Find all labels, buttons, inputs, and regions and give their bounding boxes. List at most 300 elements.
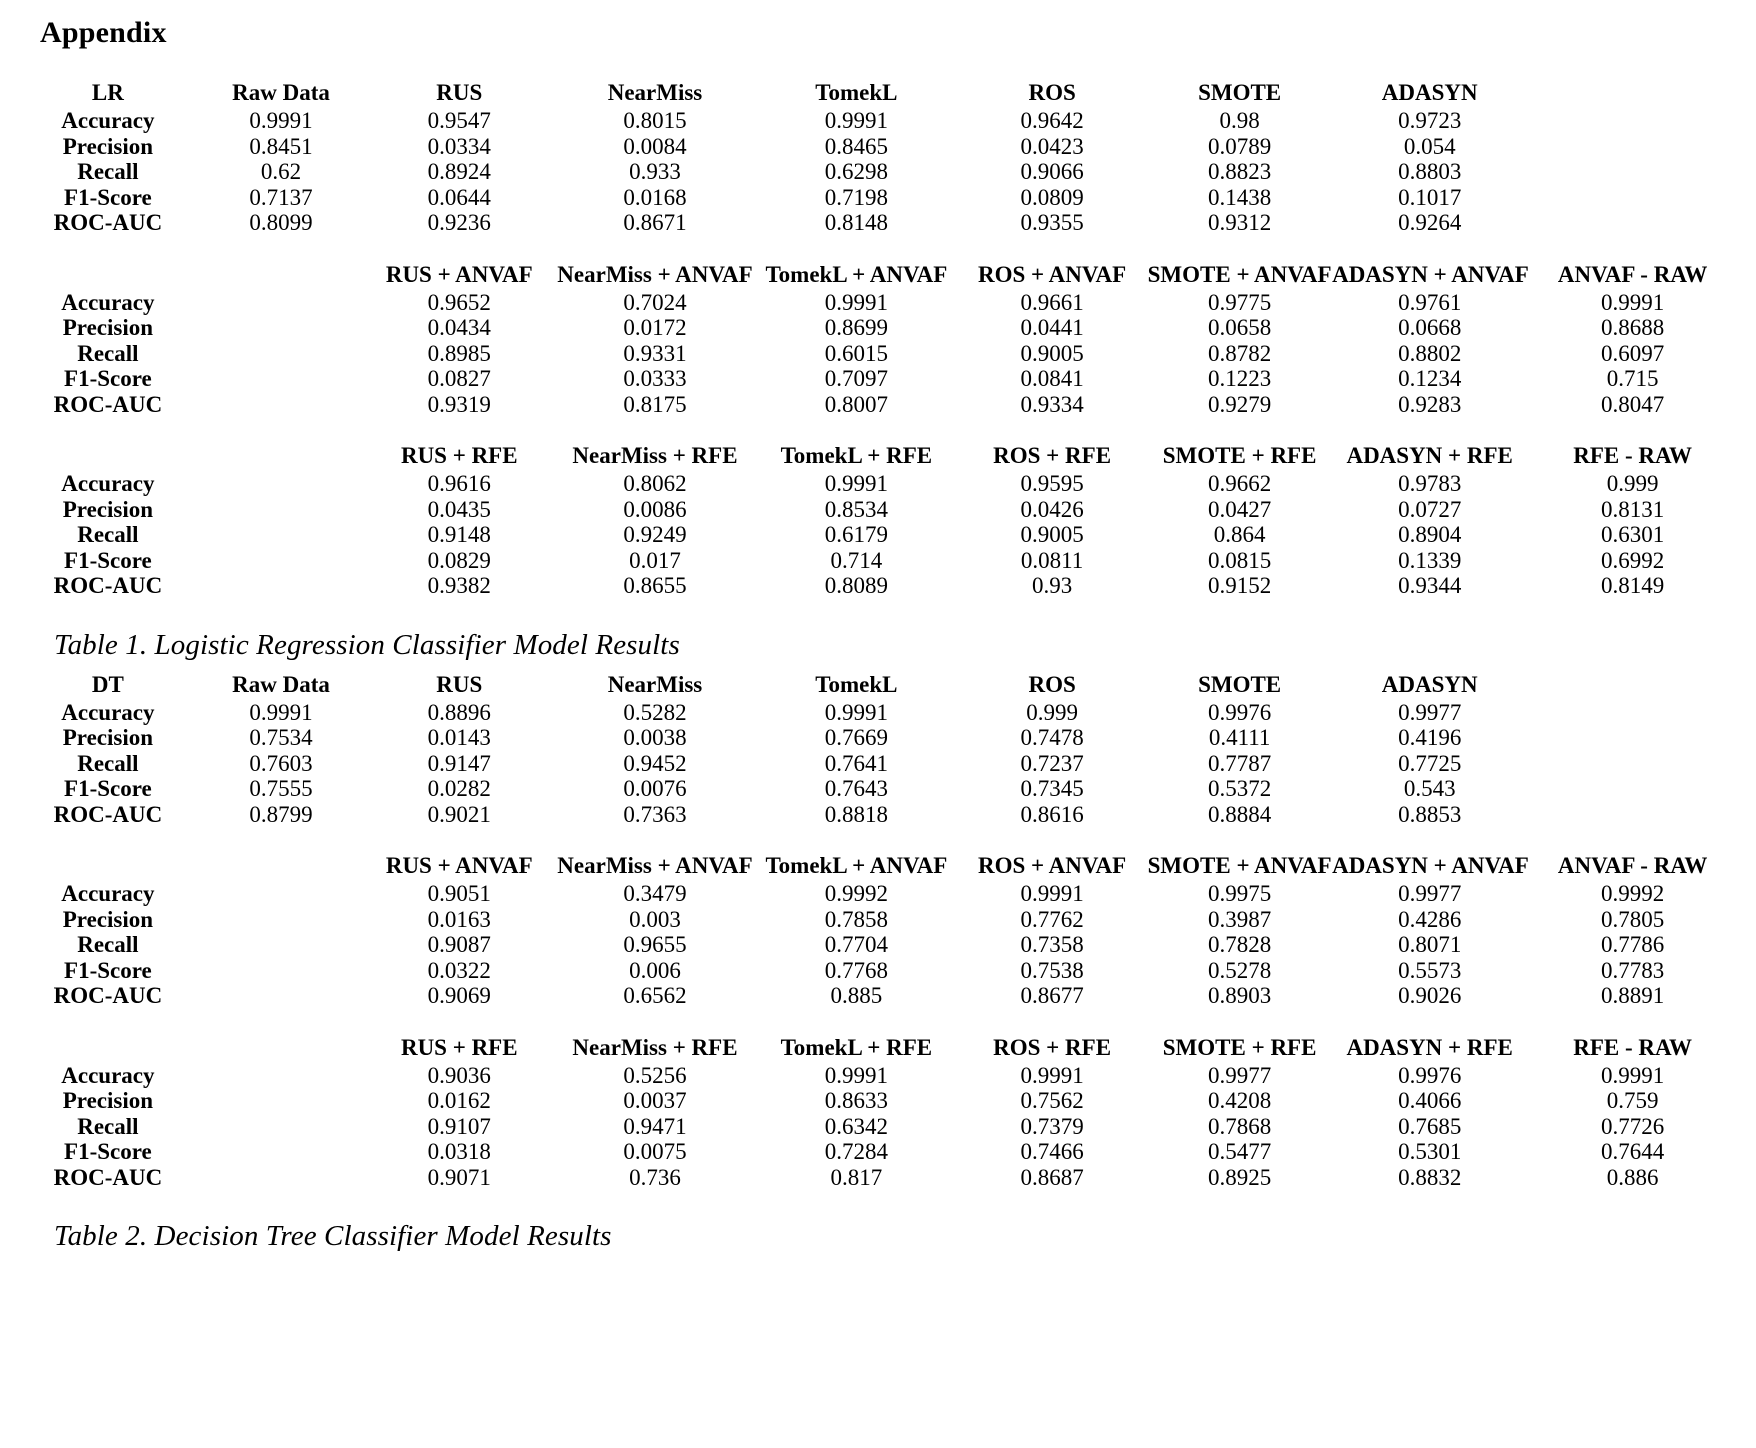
column-header-empty xyxy=(1527,80,1738,108)
metric-cell: 0.8903 xyxy=(1207,983,1272,1008)
metric-cell: 0.0333 xyxy=(623,366,687,391)
metric-cell: 0.5282 xyxy=(623,699,687,725)
column-header: TomekL + RFE xyxy=(780,443,933,468)
metric-cell: 0.0163 xyxy=(427,906,491,932)
metric-cell: 0.6562 xyxy=(623,983,687,1008)
column-header: ADASYN + RFE xyxy=(1346,1034,1513,1060)
page-title: Appendix xyxy=(40,16,167,49)
table-2-grid xyxy=(18,672,1738,1191)
metric-cell: 0.7024 xyxy=(623,289,687,315)
metric-cell: 0.8007 xyxy=(824,391,888,417)
metric-cell: 0.9021 xyxy=(427,801,491,827)
metric-cell: 0.9319 xyxy=(427,391,491,417)
metric-cell: 0.9005 xyxy=(1020,340,1084,366)
metric-cell: 0.9661 xyxy=(1020,289,1084,315)
column-header-empty xyxy=(198,853,364,881)
metric-cell: 0.7345 xyxy=(1020,776,1084,801)
metric-cell: 0.9991 xyxy=(1601,289,1665,315)
metric-cell: 0.8699 xyxy=(824,315,888,340)
metric-cell: 0.1223 xyxy=(1207,366,1272,391)
metric-cell: 0.93 xyxy=(1031,573,1073,598)
metric-cell: 0.7868 xyxy=(1207,1113,1272,1139)
metric-cell: 0.9026 xyxy=(1398,983,1462,1008)
table-row xyxy=(18,497,1738,523)
block-spacer xyxy=(18,417,1738,443)
metric-cell: 0.6298 xyxy=(824,159,888,184)
column-header-empty xyxy=(198,443,364,471)
column-header: ADASYN + ANVAF xyxy=(1332,261,1529,287)
metric-cell: 0.5278 xyxy=(1207,957,1272,983)
metric-cell-empty xyxy=(198,983,364,1009)
tables-container xyxy=(18,80,1738,1253)
metric-cell: 0.8015 xyxy=(623,108,687,133)
metric-cell: 0.7478 xyxy=(1020,725,1084,750)
metric-cell-empty xyxy=(198,881,364,907)
metric-cell: 0.5573 xyxy=(1398,957,1462,983)
table-row xyxy=(18,1088,1738,1114)
metric-cell: 0.0168 xyxy=(623,184,687,210)
metric-cell: 0.9147 xyxy=(427,750,491,776)
column-header: RUS + RFE xyxy=(400,1034,518,1060)
metric-cell: 0.8099 xyxy=(249,210,313,235)
table-row xyxy=(18,315,1738,341)
metric-cell: 0.4196 xyxy=(1398,725,1462,750)
metric-label: ROC-AUC xyxy=(53,573,163,598)
metric-label: ROC-AUC xyxy=(53,391,163,417)
appendix-page xyxy=(0,16,1756,1448)
metric-cell: 0.7704 xyxy=(824,932,888,957)
metric-cell: 0.9382 xyxy=(427,573,491,598)
metric-cell: 0.9334 xyxy=(1020,391,1084,417)
metric-label: F1-Score xyxy=(64,957,152,983)
table-corner-label: DT xyxy=(91,671,124,697)
metric-label: Accuracy xyxy=(61,471,155,496)
metric-cell: 0.9071 xyxy=(427,1164,491,1190)
metric-cell-empty xyxy=(198,1165,364,1191)
metric-cell-empty xyxy=(198,907,364,933)
metric-label: Accuracy xyxy=(61,881,155,906)
metric-cell: 0.9991 xyxy=(824,471,888,496)
metric-label: ROC-AUC xyxy=(53,801,163,827)
metric-cell: 0.003 xyxy=(629,906,681,932)
metric-cell-empty xyxy=(198,290,364,316)
metric-cell: 0.054 xyxy=(1403,133,1456,159)
metric-label: Precision xyxy=(62,906,154,932)
metric-cell: 0.864 xyxy=(1213,522,1266,547)
metric-cell-empty xyxy=(198,366,364,392)
metric-cell-empty xyxy=(1527,134,1738,160)
metric-label: Accuracy xyxy=(61,699,155,725)
metric-cell: 0.0827 xyxy=(427,366,491,391)
table-row xyxy=(18,751,1738,777)
metric-label: Accuracy xyxy=(61,108,155,133)
metric-cell-empty xyxy=(1527,159,1738,185)
column-header: RUS xyxy=(436,80,483,105)
column-header: ROS + RFE xyxy=(993,1034,1112,1060)
metric-cell: 0.4111 xyxy=(1208,725,1271,750)
metric-cell: 0.9723 xyxy=(1398,108,1462,133)
metric-cell: 0.1438 xyxy=(1207,184,1272,210)
metric-cell: 0.9595 xyxy=(1020,471,1084,496)
metric-cell: 0.9775 xyxy=(1207,289,1272,315)
metric-cell: 0.9991 xyxy=(1601,1062,1665,1088)
metric-cell: 0.8896 xyxy=(427,699,491,725)
metric-cell: 0.9991 xyxy=(824,289,888,315)
header-row xyxy=(18,853,1738,881)
metric-cell: 0.98 xyxy=(1219,108,1260,133)
metric-cell: 0.0434 xyxy=(427,315,491,340)
column-header-empty xyxy=(198,262,364,290)
metric-cell: 0.7641 xyxy=(824,750,888,776)
metric-cell: 0.0841 xyxy=(1020,366,1084,391)
metric-cell-empty xyxy=(198,1139,364,1165)
metric-cell: 0.817 xyxy=(830,1164,883,1190)
column-header-empty xyxy=(198,1035,364,1063)
metric-cell: 0.0075 xyxy=(623,1139,687,1164)
metric-cell-empty xyxy=(198,1114,364,1140)
metric-cell-empty xyxy=(198,471,364,497)
column-header: RUS + ANVAF xyxy=(385,261,533,287)
column-header: TomekL xyxy=(815,671,898,697)
metric-cell: 0.9977 xyxy=(1207,1062,1272,1088)
metric-cell: 0.9249 xyxy=(623,522,687,547)
metric-cell: 0.6179 xyxy=(824,522,888,547)
metric-cell: 0.0143 xyxy=(427,725,491,750)
metric-cell: 0.9051 xyxy=(427,881,491,906)
metric-cell: 0.8616 xyxy=(1020,801,1084,827)
table-row xyxy=(18,108,1738,134)
metric-cell: 0.7198 xyxy=(824,184,888,210)
table-row xyxy=(18,907,1738,933)
block-spacer xyxy=(18,236,1738,262)
metric-cell: 0.9471 xyxy=(623,1113,687,1139)
metric-cell: 0.8884 xyxy=(1207,801,1272,827)
metric-cell: 0.8089 xyxy=(824,573,888,598)
table-row xyxy=(18,802,1738,828)
metric-cell: 0.9066 xyxy=(1020,159,1084,184)
metric-cell: 0.7097 xyxy=(824,366,888,391)
metric-cell: 0.8853 xyxy=(1398,801,1462,827)
metric-cell-empty xyxy=(198,315,364,341)
metric-cell: 0.7363 xyxy=(623,801,687,827)
metric-cell: 0.6301 xyxy=(1601,522,1665,547)
metric-cell: 0.714 xyxy=(830,547,883,573)
metric-cell: 0.7783 xyxy=(1601,957,1665,983)
metric-cell: 0.7726 xyxy=(1601,1113,1665,1139)
column-header: ROS xyxy=(1028,80,1076,105)
table-row xyxy=(18,159,1738,185)
metric-cell: 0.3479 xyxy=(623,881,687,906)
metric-cell: 0.885 xyxy=(830,983,883,1008)
metric-cell: 0.7284 xyxy=(824,1139,888,1164)
table-corner-label: LR xyxy=(91,80,124,105)
metric-cell: 0.9355 xyxy=(1020,210,1084,235)
metric-cell: 0.8803 xyxy=(1398,159,1462,184)
table-row xyxy=(18,881,1738,907)
metric-cell-empty xyxy=(1527,108,1738,134)
metric-cell: 0.9148 xyxy=(427,522,491,547)
metric-cell: 0.8175 xyxy=(623,391,687,417)
metric-cell: 0.7644 xyxy=(1601,1139,1665,1164)
metric-cell: 0.8149 xyxy=(1601,573,1665,598)
metric-cell: 0.9069 xyxy=(427,983,491,1008)
metric-cell: 0.0172 xyxy=(623,315,687,340)
metric-cell: 0.0811 xyxy=(1020,547,1084,573)
metric-cell: 0.7768 xyxy=(824,957,888,983)
metric-cell: 0.715 xyxy=(1606,366,1659,391)
metric-cell: 0.1234 xyxy=(1398,366,1462,391)
metric-cell: 0.7466 xyxy=(1020,1139,1084,1164)
column-header: SMOTE + ANVAF xyxy=(1147,261,1332,287)
table-corner-label xyxy=(18,853,198,881)
metric-cell: 0.7538 xyxy=(1020,957,1084,983)
column-header: ADASYN + RFE xyxy=(1346,443,1513,468)
metric-cell: 0.7858 xyxy=(824,906,888,932)
table-corner-label xyxy=(18,262,198,290)
metric-label: F1-Score xyxy=(64,1139,152,1164)
metric-cell: 0.0282 xyxy=(427,776,491,801)
table-row xyxy=(18,1114,1738,1140)
metric-cell-empty xyxy=(198,1063,364,1089)
column-header: SMOTE xyxy=(1198,671,1282,697)
column-header: TomekL + RFE xyxy=(780,1034,933,1060)
metric-cell: 0.5256 xyxy=(623,1062,687,1088)
metric-cell: 0.5301 xyxy=(1398,1139,1462,1164)
metric-cell-empty xyxy=(1527,802,1738,828)
metric-cell: 0.006 xyxy=(629,957,681,983)
column-header: SMOTE + RFE xyxy=(1162,1034,1317,1060)
column-header: ADASYN xyxy=(1381,80,1478,105)
metric-cell: 0.9642 xyxy=(1020,108,1084,133)
metric-cell: 0.933 xyxy=(629,159,681,184)
metric-cell: 0.7786 xyxy=(1601,932,1665,957)
metric-label: Recall xyxy=(77,159,139,184)
metric-cell: 0.9236 xyxy=(427,210,491,235)
spacer-cell xyxy=(18,1009,1738,1035)
table-row xyxy=(18,548,1738,574)
metric-cell: 0.9152 xyxy=(1207,573,1272,598)
metric-cell: 0.5477 xyxy=(1207,1139,1272,1164)
table-row xyxy=(18,366,1738,392)
column-header: NearMiss + RFE xyxy=(572,443,738,468)
metric-label: F1-Score xyxy=(64,547,152,573)
column-header: SMOTE xyxy=(1198,80,1282,105)
metric-cell: 0.8047 xyxy=(1601,391,1665,417)
column-header: RFE - RAW xyxy=(1573,1034,1693,1060)
metric-cell: 0.0426 xyxy=(1020,496,1084,522)
metric-cell: 0.8985 xyxy=(427,340,491,366)
column-header: RFE - RAW xyxy=(1573,443,1693,468)
metric-cell: 0.7669 xyxy=(824,725,888,750)
metric-label: Precision xyxy=(62,496,154,522)
metric-cell: 0.9977 xyxy=(1398,881,1462,906)
metric-cell: 0.0668 xyxy=(1398,315,1462,340)
column-header: Raw Data xyxy=(232,80,330,105)
metric-cell: 0.9991 xyxy=(824,699,888,725)
metric-cell: 0.8688 xyxy=(1601,315,1665,340)
block-spacer xyxy=(18,1009,1738,1035)
metric-cell: 0.7237 xyxy=(1020,750,1084,776)
metric-cell-empty xyxy=(1527,776,1738,802)
metric-cell: 0.9991 xyxy=(824,1062,888,1088)
metric-cell: 0.4286 xyxy=(1398,906,1462,932)
header-row xyxy=(18,262,1738,290)
metric-cell: 0.9992 xyxy=(824,881,888,906)
metric-cell: 0.9655 xyxy=(623,932,687,957)
metric-cell: 0.999 xyxy=(1026,699,1078,725)
metric-cell: 0.0727 xyxy=(1398,496,1462,522)
metric-cell: 0.0441 xyxy=(1020,315,1084,340)
column-header: ANVAF - RAW xyxy=(1557,261,1708,287)
table-row xyxy=(18,290,1738,316)
metric-cell: 0.9087 xyxy=(427,932,491,957)
metric-cell: 0.0809 xyxy=(1020,184,1084,210)
table-row xyxy=(18,341,1738,367)
metric-cell: 0.7805 xyxy=(1601,906,1665,932)
metric-label: Precision xyxy=(62,725,154,750)
metric-cell: 0.9331 xyxy=(623,340,687,366)
table-row xyxy=(18,1063,1738,1089)
metric-cell-empty xyxy=(198,573,364,599)
column-header: ROS + ANVAF xyxy=(978,853,1127,878)
table-row xyxy=(18,210,1738,236)
metric-cell: 0.9991 xyxy=(249,108,313,133)
metric-label: Recall xyxy=(77,522,139,547)
metric-cell: 0.9652 xyxy=(427,289,491,315)
metric-cell: 0.0658 xyxy=(1207,315,1272,340)
metric-label: ROC-AUC xyxy=(53,1164,163,1190)
metric-label: Accuracy xyxy=(61,1062,155,1088)
metric-cell: 0.7137 xyxy=(249,184,313,210)
metric-cell: 0.8832 xyxy=(1398,1164,1462,1190)
metric-cell-empty xyxy=(1527,700,1738,726)
metric-cell: 0.9547 xyxy=(427,108,491,133)
metric-cell-empty xyxy=(198,341,364,367)
table-row xyxy=(18,776,1738,802)
table-row xyxy=(18,932,1738,958)
table-row xyxy=(18,725,1738,751)
metric-cell: 0.9283 xyxy=(1398,391,1462,417)
metric-cell: 0.8465 xyxy=(824,133,888,159)
metric-cell: 0.017 xyxy=(629,547,681,573)
metric-cell: 0.8782 xyxy=(1207,340,1272,366)
metric-cell: 0.4208 xyxy=(1207,1088,1272,1113)
column-header: ADASYN + ANVAF xyxy=(1332,853,1529,878)
metric-cell: 0.9991 xyxy=(1020,1062,1084,1088)
column-header: SMOTE + ANVAF xyxy=(1147,853,1332,878)
metric-cell: 0.9992 xyxy=(1601,881,1665,906)
metric-cell: 0.9991 xyxy=(249,699,313,725)
metric-cell: 0.0644 xyxy=(427,184,491,210)
metric-cell-empty xyxy=(198,497,364,523)
metric-cell-empty xyxy=(1527,185,1738,211)
column-header: ROS xyxy=(1028,671,1076,697)
metric-cell: 0.7358 xyxy=(1020,932,1084,957)
column-header: RUS + ANVAF xyxy=(385,853,533,878)
table-2-caption: Table 2. Decision Tree Classifier Model Results xyxy=(54,1220,612,1252)
metric-cell: 0.5372 xyxy=(1207,776,1272,801)
table-row xyxy=(18,700,1738,726)
header-row xyxy=(18,80,1738,108)
metric-cell: 0.7685 xyxy=(1398,1113,1462,1139)
metric-cell: 0.8925 xyxy=(1207,1164,1272,1190)
metric-cell: 0.736 xyxy=(629,1164,681,1190)
metric-cell: 0.0435 xyxy=(427,496,491,522)
metric-cell: 0.543 xyxy=(1403,776,1456,801)
metric-cell: 0.9991 xyxy=(824,108,888,133)
column-header: TomekL xyxy=(815,80,898,105)
metric-label: Precision xyxy=(62,1088,154,1113)
table-row xyxy=(18,134,1738,160)
column-header: TomekL + ANVAF xyxy=(765,853,948,878)
metric-cell: 0.8451 xyxy=(249,133,313,159)
metric-cell: 0.4066 xyxy=(1398,1088,1462,1113)
metric-label: Recall xyxy=(77,340,139,366)
spacer-cell xyxy=(18,236,1738,262)
column-header: RUS xyxy=(436,671,483,697)
metric-cell: 0.7379 xyxy=(1020,1113,1084,1139)
metric-cell: 0.7787 xyxy=(1207,750,1272,776)
metric-cell: 0.9344 xyxy=(1398,573,1462,598)
metric-cell: 0.7725 xyxy=(1398,750,1462,776)
metric-cell: 0.9005 xyxy=(1020,522,1084,547)
table-corner-label xyxy=(18,443,198,471)
metric-label: ROC-AUC xyxy=(53,983,163,1008)
metric-cell: 0.6342 xyxy=(824,1113,888,1139)
metric-cell: 0.759 xyxy=(1606,1088,1659,1113)
metric-cell: 0.8671 xyxy=(623,210,687,235)
metric-cell: 0.0084 xyxy=(623,133,687,159)
metric-label: Accuracy xyxy=(61,289,155,315)
metric-cell: 0.9783 xyxy=(1398,471,1462,496)
metric-cell: 0.1017 xyxy=(1398,184,1462,210)
table-1-grid xyxy=(18,80,1738,599)
metric-cell: 0.8148 xyxy=(824,210,888,235)
metric-cell-empty xyxy=(198,522,364,548)
metric-cell: 0.0427 xyxy=(1207,496,1272,522)
metric-cell: 0.0322 xyxy=(427,957,491,983)
table-1-caption: Table 1. Logistic Regression Classifier Model Results xyxy=(54,628,680,661)
table-row xyxy=(18,1165,1738,1191)
metric-cell-empty xyxy=(1527,725,1738,751)
metric-label: Recall xyxy=(77,932,139,957)
metric-cell: 0.62 xyxy=(260,159,302,184)
table-corner-label xyxy=(18,1035,198,1063)
metric-cell: 0.8633 xyxy=(824,1088,888,1113)
table-row xyxy=(18,185,1738,211)
column-header: Raw Data xyxy=(232,671,330,697)
table-row xyxy=(18,522,1738,548)
metric-cell: 0.0318 xyxy=(427,1139,491,1164)
metric-cell: 0.0076 xyxy=(623,776,687,801)
metric-cell-empty xyxy=(1527,751,1738,777)
metric-cell: 0.3987 xyxy=(1207,906,1272,932)
metric-cell: 0.8655 xyxy=(623,573,687,598)
metric-cell: 0.7534 xyxy=(249,725,313,750)
metric-cell: 0.8131 xyxy=(1601,496,1665,522)
metric-label: Precision xyxy=(62,133,154,159)
metric-label: ROC-AUC xyxy=(53,210,163,235)
metric-cell: 0.0162 xyxy=(427,1088,491,1113)
metric-cell: 0.7555 xyxy=(249,776,313,801)
spacer-cell xyxy=(18,417,1738,443)
metric-cell: 0.0334 xyxy=(427,133,491,159)
column-header: ROS + RFE xyxy=(993,443,1112,468)
metric-cell: 0.8687 xyxy=(1020,1164,1084,1190)
metric-cell: 0.886 xyxy=(1606,1164,1659,1190)
metric-label: F1-Score xyxy=(64,184,152,210)
table-row xyxy=(18,471,1738,497)
